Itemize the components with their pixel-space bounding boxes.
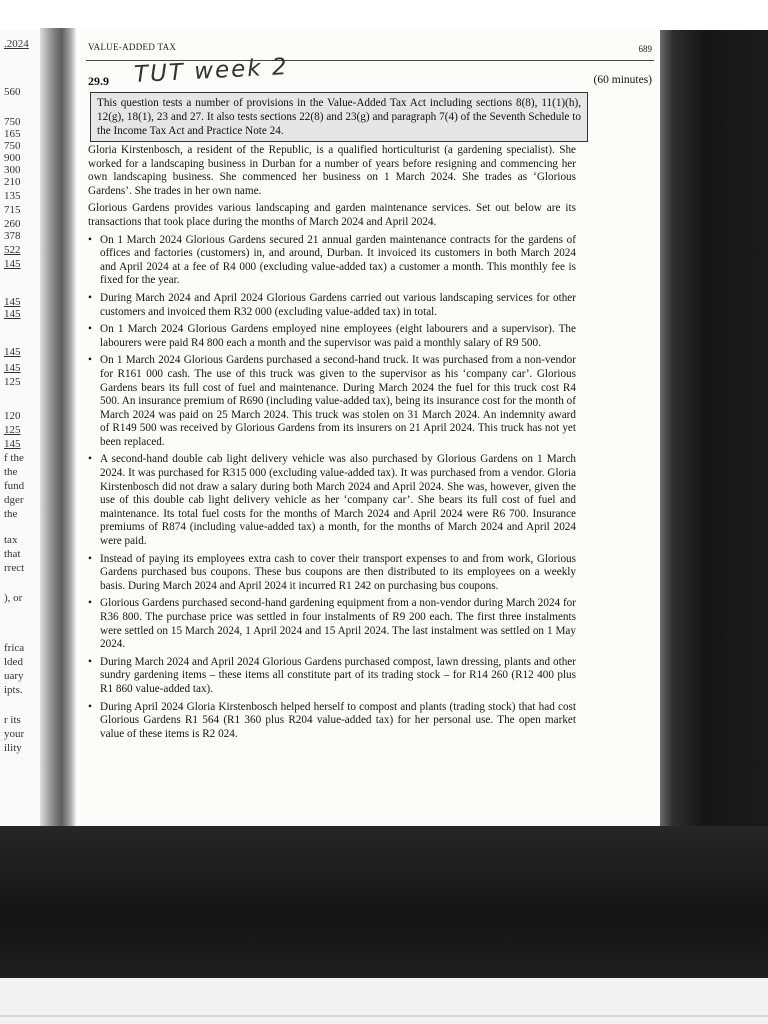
list-item-text: On 1 March 2024 Glorious Gardens employed nine employees (eight labourers and a supervisor). The labourers were paid R4 800 each a month and the supervisor was paid a monthly salary of R9 500. bbox=[100, 323, 576, 349]
margin-fragment: frica bbox=[4, 642, 25, 654]
bullet-marker: • bbox=[88, 655, 92, 668]
list-item-text: On 1 March 2024 Glorious Gardens purchased a second-hand truck. It was purchased from a non-vendor for R161 000 cash. The use of this truck was given to the supervisor as his ‘company car’. Glorious Gardens bears its full cost of fuel and maintenance. During March 2024 the fuel for this truck cost R4 500. An insurance premium of R690 (including value-added tax), being its insurance cost for the month of March 2024 was paid on 25 March 2024. This truck was stolen on 31 March 2024. An indemnity award of R149 500 was received by Glorious Gardens from its insurers on 21 April 2024. This truck has not yet been replaced. bbox=[100, 354, 576, 448]
margin-fragment: 300 bbox=[4, 164, 21, 176]
question-number: 29.9 bbox=[88, 74, 109, 88]
list-item-text: A second-hand double cab light delivery vehicle was also purchased by Glorious Gardens on 1 March 2024. It was purchased for R315 000 (excluding value-added tax). It was purchased from a vendor. Gloria Kirstenbosch did not draw a salary during both March 2024 and April 2024. She was, however, given the use of this double cab light delivery vehicle as her ‘company car’. She bears its full cost of fuel and maintenance. Its total fuel costs for the months of March 2024 and April 2024 were R6 700. Insurance premiums of R874 (including value-added tax) a month, for the months of March 2024 and April 2024 were paid. bbox=[100, 453, 576, 548]
margin-fragment: 145 bbox=[4, 346, 21, 358]
margin-fragment: fund bbox=[4, 480, 25, 492]
list-item-text: During March 2024 and April 2024 Glorious Gardens carried out various landscaping services for other customers and invoiced them R32 000 (excluding value-added tax) in total. bbox=[100, 291, 576, 318]
bullet-marker: • bbox=[88, 354, 92, 367]
bullet-marker: • bbox=[88, 597, 92, 610]
bullet-marker: • bbox=[88, 323, 92, 336]
margin-fragment: 165 bbox=[4, 128, 21, 140]
list-item-text: On 1 March 2024 Glorious Gardens secured 21 annual garden maintenance contracts for the gardens of offices and factories (customers) in, and around, Durban. It invoiced its customers in both March 2024 and April 2024 at a fee of R4 000 (excluding value-added tax) a customer a month. This monthly fee is fixed for the year. bbox=[100, 233, 576, 287]
list-item-text: Glorious Gardens purchased second-hand gardening equipment from a non-vendor during March 2024 for R36 800. The purchase price was settled in four instalments of R9 200 each. The first three instalments were settled on 15 March 2024, 1 April 2024 and 15 April 2024. The last instalment was settled on 1 May 2024. bbox=[100, 597, 576, 651]
margin-fragment: ), or bbox=[4, 592, 23, 604]
document-page bbox=[76, 30, 660, 836]
scan-bottom-line bbox=[0, 1015, 768, 1017]
margin-fragment: 522 bbox=[4, 244, 21, 256]
list-item bbox=[88, 354, 576, 449]
margin-fragment: rrect bbox=[4, 562, 25, 574]
margin-fragment: 378 bbox=[4, 230, 21, 242]
margin-fragment: f the bbox=[4, 452, 24, 464]
margin-fragment: 560 bbox=[4, 86, 21, 98]
bullet-marker: • bbox=[88, 233, 92, 246]
margin-fragment: .2024 bbox=[4, 38, 29, 50]
list-item bbox=[88, 453, 576, 548]
margin-fragment: 750 bbox=[4, 116, 21, 128]
margin-fragment: the bbox=[4, 466, 18, 478]
margin-fragment: 125 bbox=[4, 424, 21, 436]
book-gutter-shadow bbox=[40, 28, 76, 828]
margin-fragment: uary bbox=[4, 670, 24, 682]
margin-fragment: 145 bbox=[4, 362, 21, 374]
list-item-text: During April 2024 Gloria Kirstenbosch helped herself to compost and plants (trading stock) that had cost Glorious Gardens R1 564 (R1 360 plus R204 value-added tax) for her personal use. The open market value of these items is R2 024. bbox=[100, 700, 576, 740]
margin-fragment: ipts. bbox=[4, 684, 23, 696]
bullet-marker: • bbox=[88, 453, 92, 466]
question-summary-box: This question tests a number of provisions in the Value-Added Tax Act including sections 8(8), 11(1)(h), 12(g), 18(1), 23 and 27. It also tests sections 22(8) and 23(g) and paragraph 7(4) of the Seventh Schedule to the Income Tax Act and Practice Note 24. bbox=[90, 92, 588, 142]
list-item bbox=[88, 701, 576, 742]
transaction-list bbox=[88, 234, 576, 742]
margin-fragment: ility bbox=[4, 742, 22, 754]
bullet-marker: • bbox=[88, 552, 92, 565]
previous-page-margin bbox=[0, 30, 42, 826]
list-item-text: Instead of paying its employees extra cash to cover their transport expenses to and from work, Glorious Gardens purchased bus coupons. These bus coupons are then distributed to its employees on a weekly basis. During March 2024 and April 2024 it incurred R1 242 on purchasing bus coupons. bbox=[100, 552, 576, 592]
margin-fragment: 715 bbox=[4, 204, 21, 216]
margin-fragment: r its bbox=[4, 714, 21, 726]
running-header-title: VALUE-ADDED TAX bbox=[88, 42, 177, 52]
margin-fragment: 145 bbox=[4, 258, 21, 270]
list-item-text: During March 2024 and April 2024 Glorious Gardens purchased compost, lawn dressing, plants and other sundry gardening items – these items all constitute part of its trading stock – for R14 260 (R12 400 plus R1 860 value-added tax). bbox=[100, 655, 576, 695]
margin-fragment: lded bbox=[4, 656, 23, 668]
list-item bbox=[88, 656, 576, 697]
scan-bottom-margin bbox=[0, 978, 768, 1024]
margin-fragment: tax bbox=[4, 534, 18, 546]
margin-fragment: 900 bbox=[4, 152, 21, 164]
list-item bbox=[88, 292, 576, 319]
list-item bbox=[88, 323, 576, 350]
list-item bbox=[88, 234, 576, 288]
question-duration: (60 minutes) bbox=[593, 74, 652, 86]
scanner-shadow-right bbox=[660, 30, 768, 830]
page-number: 689 bbox=[638, 44, 652, 54]
margin-fragment: 210 bbox=[4, 176, 21, 188]
margin-fragment: 120 bbox=[4, 410, 21, 422]
scanner-shadow-bottom bbox=[0, 826, 768, 978]
margin-fragment: dger bbox=[4, 494, 24, 506]
margin-fragment: 125 bbox=[4, 376, 21, 388]
bullet-marker: • bbox=[88, 291, 92, 304]
margin-fragment: that bbox=[4, 548, 21, 560]
margin-fragment: 750 bbox=[4, 140, 21, 152]
margin-fragment: 135 bbox=[4, 190, 21, 202]
margin-fragment: your bbox=[4, 728, 25, 740]
list-item bbox=[88, 553, 576, 594]
margin-fragment: 145 bbox=[4, 296, 21, 308]
paragraph: Gloria Kirstenbosch, a resident of the Republic, is a qualified horticulturist (a gardening specialist). She worked for a landscaping business in Durban for a number of years before resigning and commencing her own landscaping business. She commenced her business on 1 March 2024. She trades as ‘Glorious Gardens’. She trades in her own name. bbox=[88, 144, 576, 197]
question-body bbox=[88, 144, 576, 745]
margin-fragment: the bbox=[4, 508, 18, 520]
margin-fragment: 260 bbox=[4, 218, 21, 230]
margin-fragment: 145 bbox=[4, 308, 21, 320]
paragraph: Glorious Gardens provides various landscaping and garden maintenance services. Set out below are its transactions that took place during the months of March 2024 and April 2024. bbox=[88, 202, 576, 228]
margin-fragment: 145 bbox=[4, 438, 21, 450]
handwritten-annotation: TUT week 2 bbox=[133, 53, 290, 89]
bullet-marker: • bbox=[88, 700, 92, 713]
list-item bbox=[88, 597, 576, 651]
